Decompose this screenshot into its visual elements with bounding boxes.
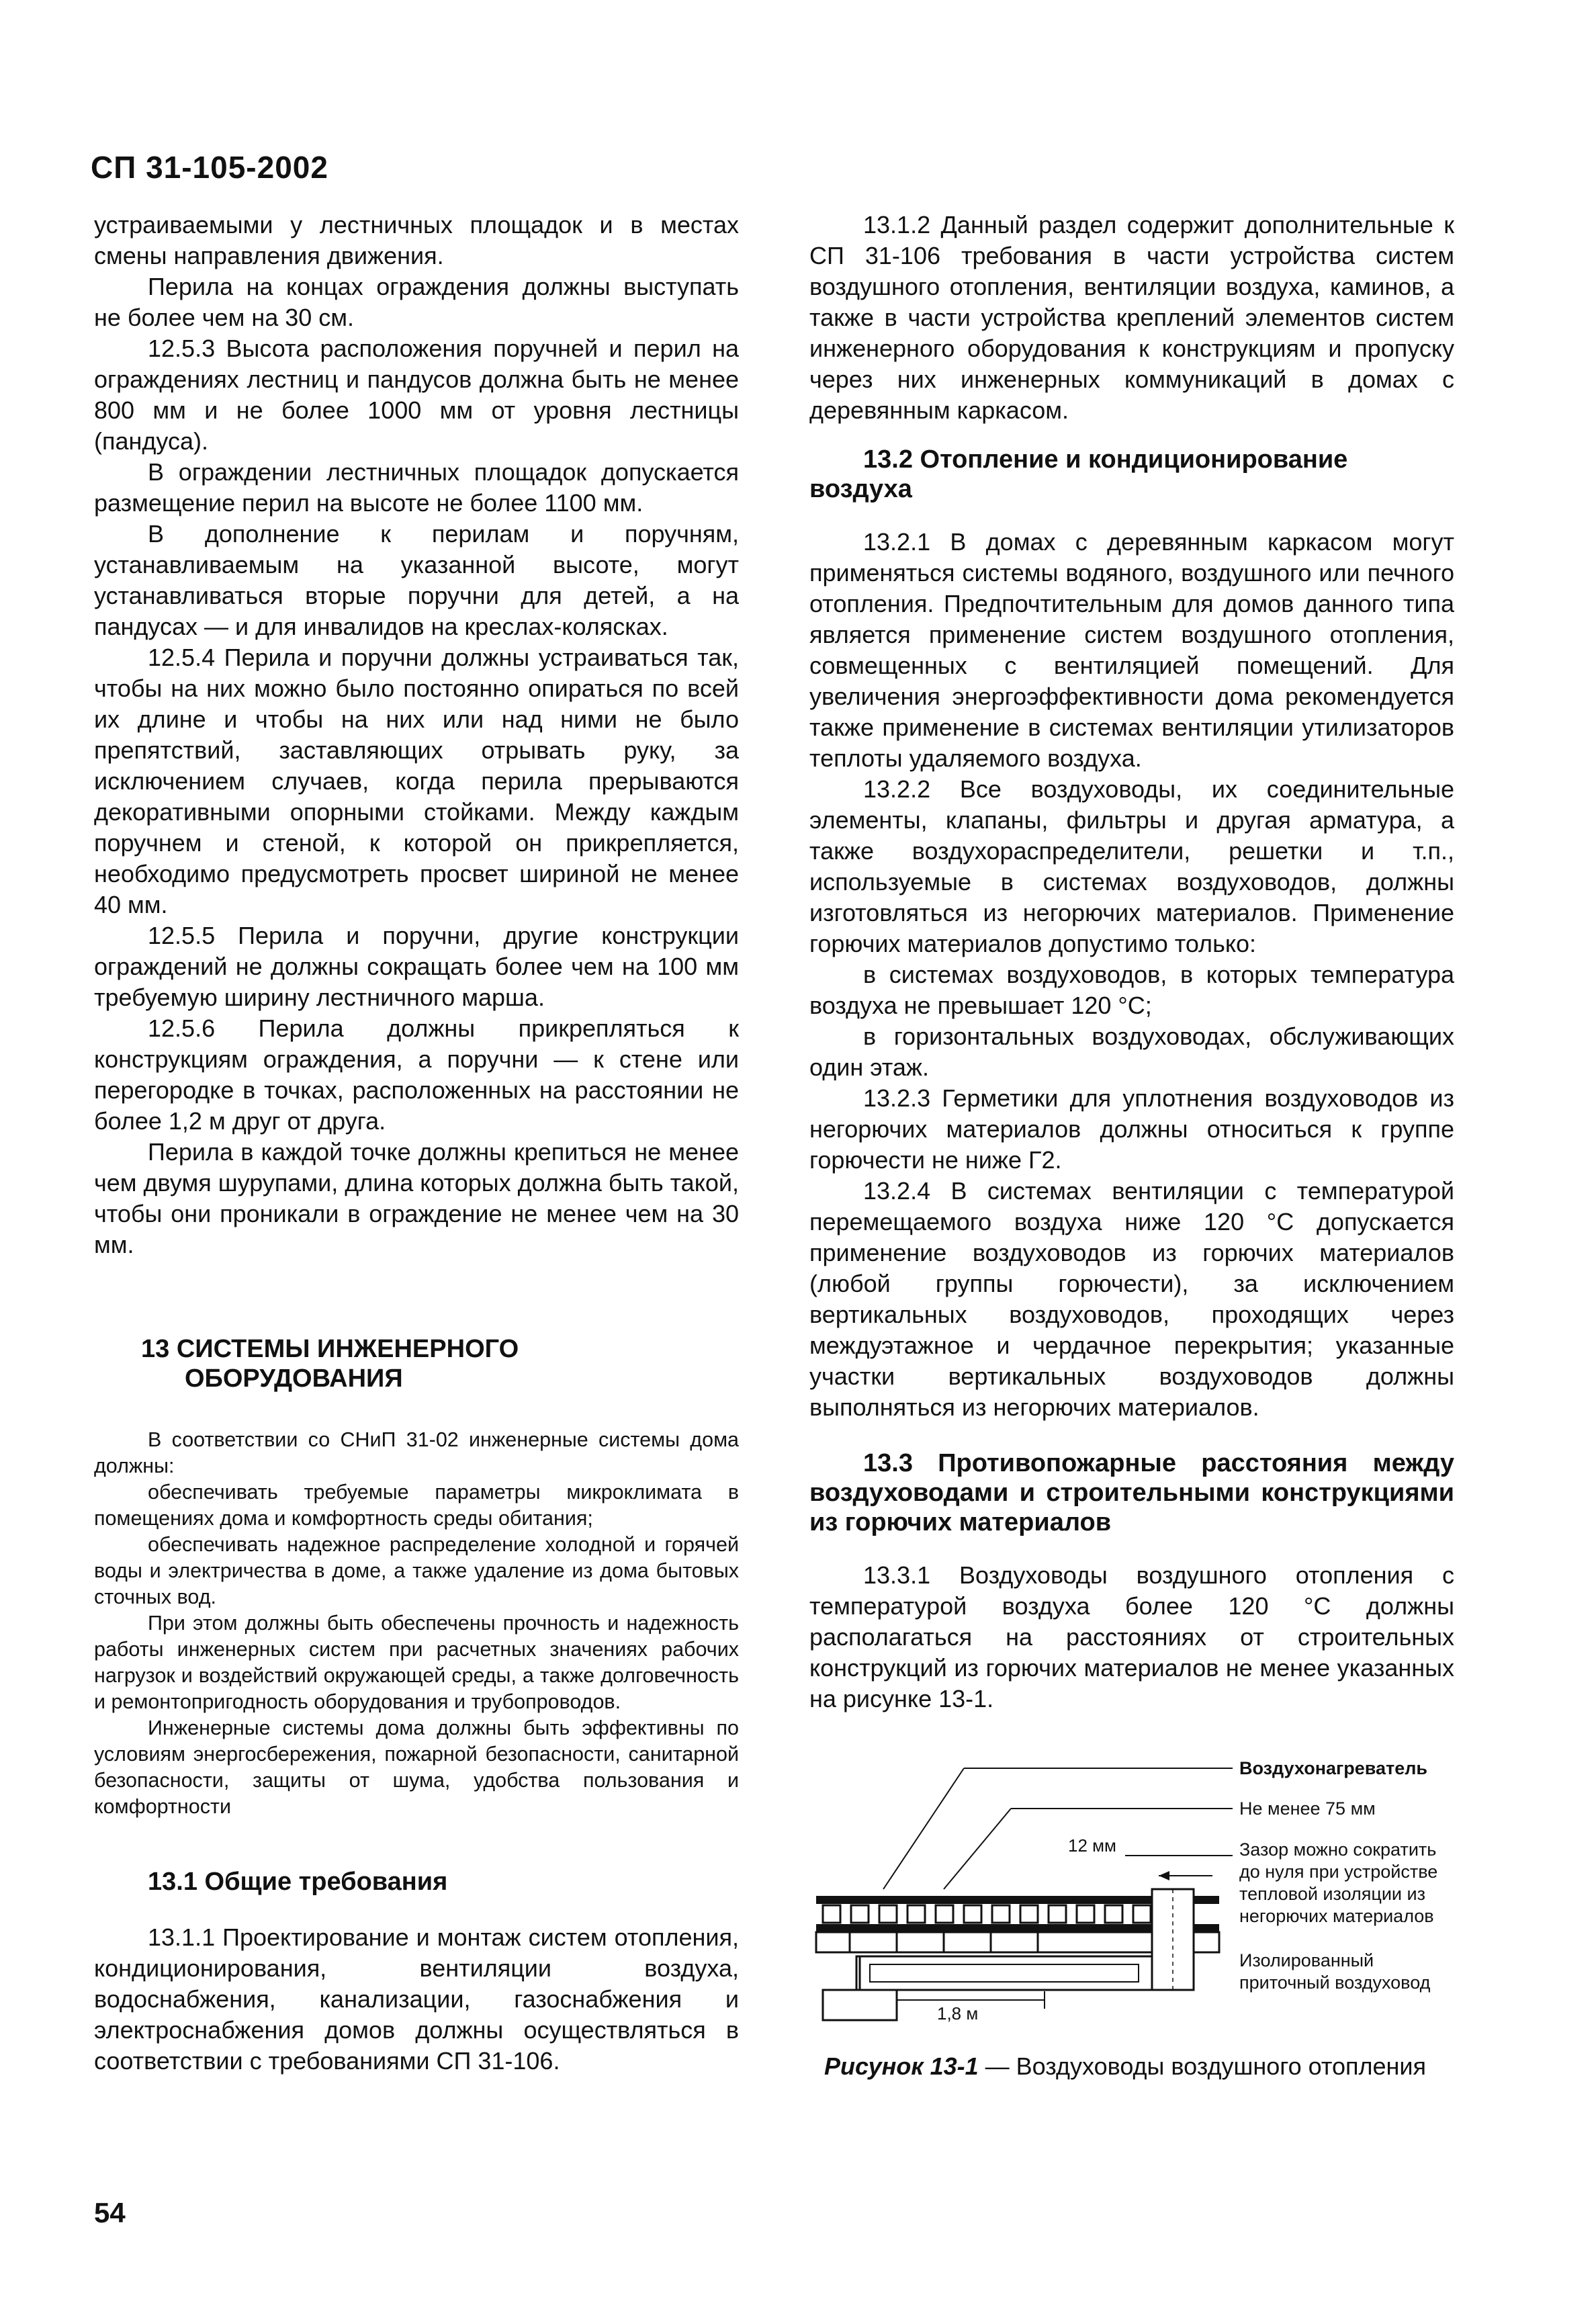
figure-13-1 [809,1755,1468,2037]
label-gap: Зазор можно сократить до нуля при устройстве тепловой изоляции из негорючих материалов [1239,1839,1438,1926]
paragraph: в горизонтальных воздуховодах, обслуживающих один этаж. [809,1023,1454,1081]
label-heater: Воздухонагреватель [1239,1758,1428,1778]
paragraph: 13.2.1 В домах с деревянным каркасом могут применяться системы водяного, воздушного или печного отопления. Предпочтительным для домов данного типа является применение систем воздушного отопления, совмещенных с вентиляцией помещений. Для увеличения энергоэффективности дома рекомендуется также применение в системах вентиляции утилизаторов теплоты удаляемого воздуха. [809,528,1454,772]
subsection-title: 13.2 Отопление и кондиционирование воздуха [809,445,1348,503]
paragraph: в системах воздуховодов, в которых температура воздуха не превышает 120 °С; [809,961,1454,1019]
paragraph: В ограждении лестничных площадок допускается размещение перил на высоте не более 1100 мм. [94,458,739,517]
paragraph: 13.2.4 В системах вентиляции с температурой перемещаемого воздуха ниже 120 °С допускается применение воздуховодов из горючих материалов (любой группы горючести), за исключением вертикальных воздуховодов, проходящих через междуэтажное и чердачное перекрытия; указанные участки вертикальных воздуховодов должны выполняться из негорючих материалов. [809,1177,1454,1421]
paragraph: 12.5.5 Перила и поручни, другие конструкции ограждений не должны сокращать более чем на 100 мм требуемую ширину лестничного марша. [94,922,739,1011]
paragraph: 13.2.2 Все воздуховоды, их соединительные элементы, клапаны, фильтры и другая арматура, а также воздухораспределители, решетки и т.п., используемые в системах воздуховодов, должны изготовляться из негорючих материалов. Применение горючих материалов допустимо только: [809,775,1454,957]
subsection-title: 13.3 Противопожарные расстояния между воздуховодами и строительными конструкциями из горючих материалов [809,1449,1454,1536]
left-column [94,210,739,2077]
section-title-line2: ОБОРУДОВАНИЯ [185,1364,403,1393]
paragraph: 12.5.3 Высота расположения поручней и перил на ограждениях лестниц и пандусов должна быть не менее 800 мм и не более 1000 мм от уровня лестницы (пандуса). [94,335,739,455]
paragraph: Перила в каждой точке должны крепиться не менее чем двумя шурупами, длина которых должна быть такой, чтобы они проникали в ограждение не менее чем на 30 мм. [94,1138,739,1258]
paragraph: 13.1.1 Проектирование и монтаж систем отопления, кондиционирования, вентиляции воздуха, водоснабжения, канализации, газоснабжения и электроснабжения домов должны осуществляться в соответствии с требованиями СП 31-106. [94,1923,739,2075]
paragraph: 13.1.2 Данный раздел содержит дополнительные к СП 31-106 требования в части устройства систем воздушного отопления, вентиляции воздуха, каминов, а также в части устройства креплений элементов систем инженерного оборудования к конструкциям и пропуску через них инженерных коммуникаций в домах с деревянным каркасом. [809,211,1454,424]
caption-text: — Воздуховоды воздушного отопления [978,2052,1426,2080]
label-min-75: Не менее 75 мм [1239,1798,1376,1819]
right-column [809,210,1454,2081]
paragraph: обеспечивать надежное распределение холодной и горячей воды и электричества в доме, а также удаление из дома бытовых сточных вод. [94,1533,739,1608]
dimension-12mm: 12 мм [1068,1835,1116,1856]
dimension-1-8m: 1,8 м [937,2003,979,2024]
section-title-line1: 13 СИСТЕМЫ ИНЖЕНЕРНОГО [141,1335,519,1363]
section-title [94,1334,739,1393]
paragraph: 12.5.6 Перила должны прикрепляться к конструкциям ограждения, а поручни — к стене или перегородке в точках, расположенных на расстоянии не более 1,2 м друг от друга. [94,1014,739,1135]
figure-caption [809,2052,1454,2081]
paragraph: В дополнение к перилам и поручням, устанавливаемым на указанной высоте, могут устанавливаться вторые поручни для детей, а на пандусах — и для инвалидов на креслах-колясках. [94,520,739,640]
paragraph: обеспечивать требуемые параметры микроклимата в помещениях дома и комфортность среды обитания; [94,1481,739,1530]
duct-diagram [809,1755,1239,2037]
paragraph: 13.3.1 Воздуховоды воздушного отопления с температурой воздуха более 120 °С должны располагаться на расстояниях от строительных конструкций из горючих материалов не менее указанных на рисунке 13-1. [809,1561,1454,1712]
paragraph: 12.5.4 Перила и поручни должны устраиваться так, чтобы на них можно было постоянно опираться по всей их длине и чтобы на них или над ними не было препятствий, заставляющих отрывать руку, за исключением случаев, когда перила прерываются декоративными опорными стойками. Между каждым поручнем и стеной, к которой он прикрепляется, необходимо предусмотреть просвет шириной не менее 40 мм. [94,644,739,918]
paragraph: В соответствии со СНиП 31-02 инженерные системы дома должны: [94,1428,739,1477]
paragraph: Перила на концах ограждения должны выступать не более чем на 30 см. [94,273,739,331]
paragraph: Инженерные системы дома должны быть эффективны по условиям энергосбережения, пожарной безопасности, санитарной безопасности, защиты от шума, удобства пользования и комфортности [94,1717,739,1818]
page-header: СП 31-105-2002 [91,150,328,185]
paragraph: При этом должны быть обеспечены прочность и надежность работы инженерных систем при расчетных значениях рабочих нагрузок и воздействий окружающей среды, а также долговечность и ремонтопригодность оборудования и трубопроводов. [94,1612,739,1713]
page-number: 54 [94,2197,126,2228]
label-insulated-duct: Изолированный приточный воздуховод [1239,1950,1431,1993]
caption-label: Рисунок 13-1 [824,2052,979,2080]
paragraph: 13.2.3 Герметики для уплотнения воздуховодов из негорючих материалов должны относиться к группе горючести не ниже Г2. [809,1084,1454,1174]
subsection-title: 13.1 Общие требования [148,1868,448,1896]
paragraph: устраиваемыми у лестничных площадок и в местах смены направления движения. [94,211,739,269]
